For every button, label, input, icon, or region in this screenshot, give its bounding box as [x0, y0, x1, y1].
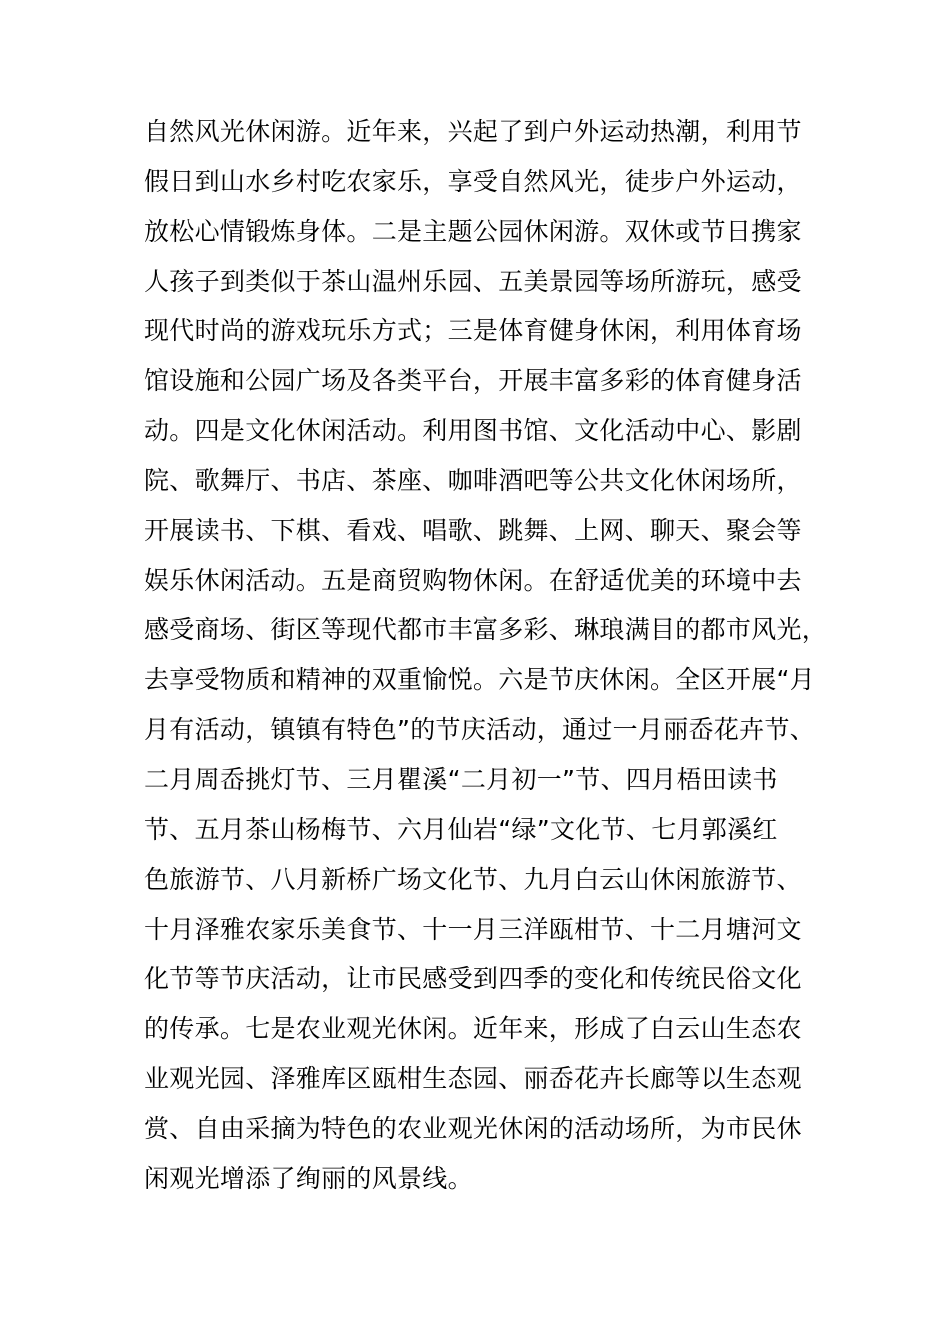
paragraph-line: 自然风光休闲游。近年来，兴起了到户外运动热潮，利用节 — [144, 117, 802, 146]
paragraph-line: 人孩子到类似于茶山温州乐园、五美景园等场所游玩，感受 — [144, 266, 802, 296]
paragraph-line: 十月泽雅农家乐美食节、十一月三洋瓯柑节、十二月塘河文 — [144, 914, 802, 944]
body-paragraph — [144, 107, 828, 1204]
paragraph-line: 馆设施和公园广场及各类平台，开展丰富多彩的体育健身活 — [144, 366, 802, 396]
paragraph-line: 赏、自由采摘为特色的农业观光休闲的活动场所，为市民休 — [144, 1113, 802, 1143]
paragraph-line: 节、五月茶山杨梅节、六月仙岩“绿”文化节、七月郭溪红 — [144, 814, 778, 844]
paragraph-line: 动。四是文化休闲活动。利用图书馆、文化活动中心、影剧 — [144, 416, 802, 446]
paragraph-line: 院、歌舞厅、书店、茶座、咖啡酒吧等公共文化休闲场所， — [144, 465, 802, 495]
paragraph-line: 放松心情锻炼身体。二是主题公园休闲游。双休或节日携家 — [144, 216, 802, 246]
paragraph-line: 二月周岙挑灯节、三月瞿溪“二月初一”节、四月梧田读书 — [144, 764, 778, 794]
paragraph-line: 业观光园、泽雅库区瓯柑生态园、丽岙花卉长廊等以生态观 — [144, 1064, 802, 1094]
paragraph-line: 去享受物质和精神的双重愉悦。六是节庆休闲。全区开展“月 — [144, 665, 816, 695]
paragraph-line: 娱乐休闲活动。五是商贸购物休闲。在舒适优美的环境中去 — [144, 565, 802, 595]
paragraph-line: 的传承。七是农业观光休闲。近年来，形成了白云山生态农 — [144, 1014, 802, 1044]
paragraph-line: 色旅游节、八月新桥广场文化节、九月白云山休闲旅游节、 — [144, 864, 802, 894]
paragraph-line: 感受商场、街区等现代都市丰富多彩、琳琅满目的都市风光， — [144, 615, 828, 645]
paragraph-line: 闲观光增添了绚丽的风景线。 — [144, 1163, 473, 1193]
paragraph-line: 化节等节庆活动，让市民感受到四季的变化和传统民俗文化 — [144, 964, 802, 994]
paragraph-line: 月有活动，镇镇有特色”的节庆活动，通过一月丽岙花卉节、 — [144, 715, 816, 745]
paragraph-line: 现代时尚的游戏玩乐方式；三是体育健身休闲，利用体育场 — [144, 316, 802, 346]
paragraph-line: 开展读书、下棋、看戏、唱歌、跳舞、上网、聊天、聚会等 — [144, 515, 802, 545]
paragraph-line: 假日到山水乡村吃农家乐，享受自然风光，徒步户外运动， — [144, 166, 802, 196]
